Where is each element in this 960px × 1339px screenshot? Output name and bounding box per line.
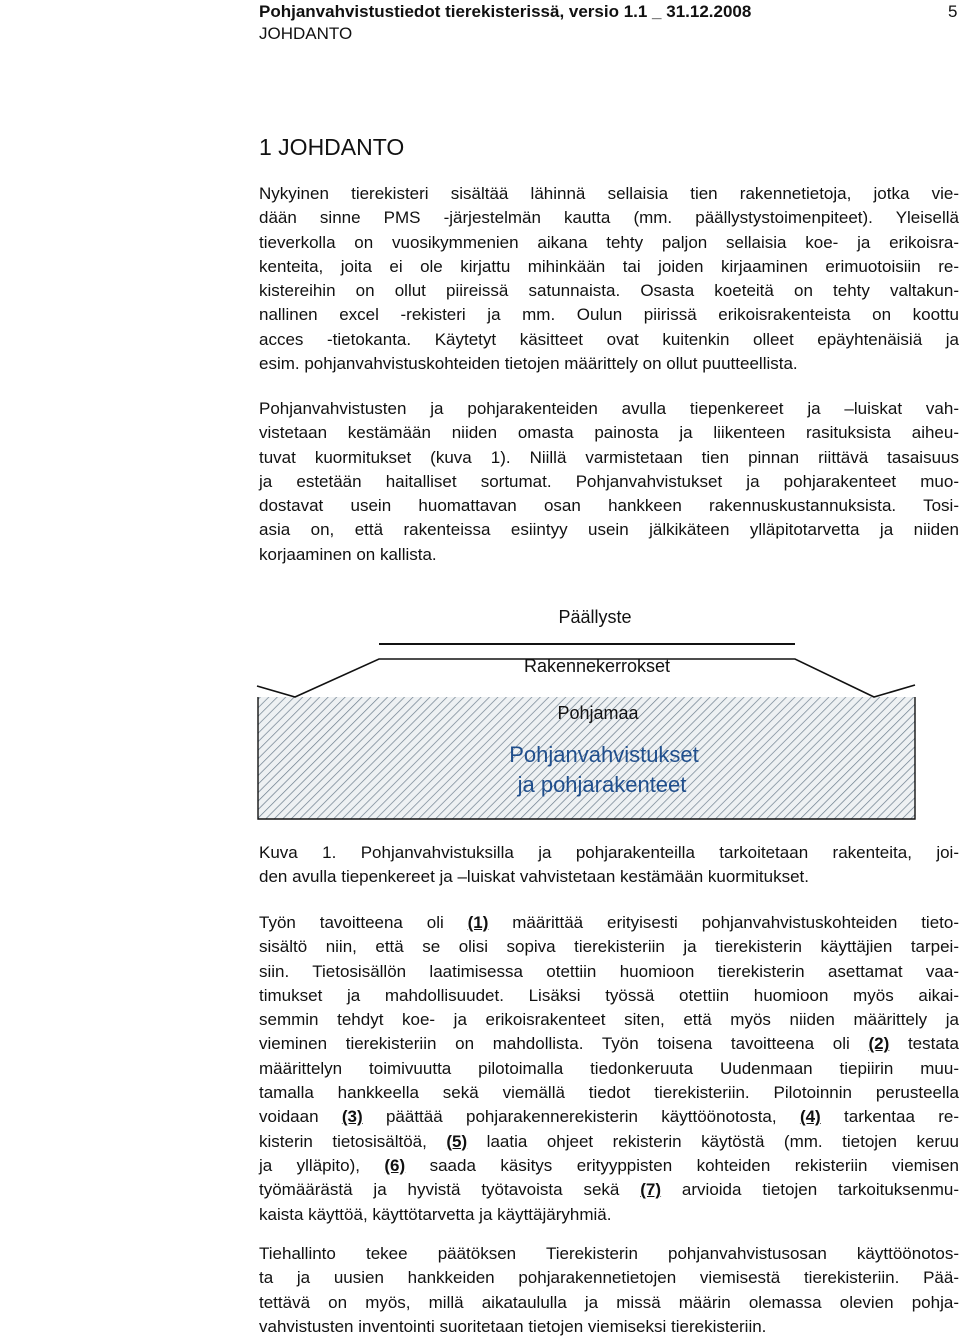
paragraph-decision: [259, 1242, 959, 1339]
text-line: Nykyinen tierekisteri sisältää lähinnä sellaisia tien rakennetietoja, jotka vie-: [259, 184, 959, 203]
text-line: ja estetään haitalliset sortumat. Pohjanvahvistukset ja pohjarakenteet muo-: [259, 471, 959, 491]
embankment-svg: [255, 600, 960, 830]
objective-marker: (5): [446, 1131, 468, 1151]
text-line: Tiehallinto tekee päätöksen Tierekisterin pohjanvahvistusosan käyttöönotos-: [259, 1244, 959, 1263]
objective-marker: (4): [799, 1107, 821, 1127]
text-fragment: työmäärästä ja hyvistä työtavoista sekä: [259, 1180, 641, 1200]
text-line: vahvistusten inventointi suoritetaan tietojen viemiseksi tierekisteriin.: [259, 1316, 767, 1336]
text-line: [259, 1154, 959, 1178]
text-line: [259, 984, 959, 1008]
objective-marker: (1): [467, 913, 489, 932]
text-fragment: päättää pohjarakennerekisterin käyttöönotosta,: [362, 1107, 800, 1127]
objective-marker: (3): [341, 1107, 363, 1127]
text-line: [259, 1081, 959, 1105]
text-line: vistetaan kestämään niiden omasta painosta ja liikenteen rasituksista aiheu-: [259, 423, 959, 443]
text-fragment: timukset ja mahdollisuudet. Lisäksi työssä otettiin huomioon myös aikai-: [259, 985, 959, 1005]
text-line: [259, 960, 959, 984]
paragraph-objectives: [259, 911, 959, 1227]
figure-embankment-diagram: [255, 600, 960, 830]
text-fragment: määrittelyn toimivuutta pilotoimalla tiedonkeruuta Uudenmaan tiepiirin muu-: [259, 1058, 959, 1078]
text-fragment: semmin tehdyt koe- ja erikoisrakenteet siten, että myös niiden määrittely ja: [259, 1010, 959, 1030]
text-line: [259, 1178, 959, 1202]
text-fragment: laatia ohjeet rekisterin käytöstä (mm. tietojen keruu: [467, 1131, 960, 1151]
running-header-title: Pohjanvahvistustiedot tierekisterissä, versio 1.1 _ 31.12.2008: [259, 2, 752, 21]
text-line: tuvat kuormitukset (kuva 1). Niillä varmistetaan tien pinnan riittävä tasaisuus: [259, 447, 959, 467]
text-line: tieverkolla on vuosikymmenien aikana tehty paljon sellaisia koe- ja erikoisra-: [259, 232, 959, 252]
text-fragment: ja ylläpito),: [259, 1155, 385, 1175]
text-line: Kuva 1. Pohjanvahvistuksilla ja pohjarakenteilla tarkoitetaan rakenteita, joi-: [259, 843, 959, 862]
label-surface: Päällyste: [558, 607, 632, 627]
text-line: [259, 1057, 959, 1081]
text-line: [259, 911, 959, 935]
text-fragment: siin. Tietosisällön laatimisessa otettiin huomioon tierekisterin asettamat vaa-: [259, 961, 959, 981]
text-fragment: tarkentaa re-: [820, 1107, 960, 1127]
text-line: [259, 1032, 959, 1056]
text-line: tettävä on myös, millä aikataululla ja missä määrin olemassa olevien pohja-: [259, 1292, 959, 1312]
text-fragment: kisterin tietosisältöä,: [259, 1131, 447, 1151]
text-fragment: määrittää erityisesti pohjanvahvistuskohteiden tieto-: [488, 913, 959, 932]
label-reinforcement-line2: ja pohjarakenteet: [517, 772, 687, 797]
text-line: esim. pohjanvahvistuskohteiden tietojen määrittely on ollut puutteellista.: [259, 354, 798, 374]
figure-caption: [259, 841, 959, 890]
text-line: [259, 1130, 959, 1154]
text-line: Pohjanvahvistusten ja pohjarakenteiden avulla tiepenkereet ja –luiskat vah-: [259, 399, 959, 418]
label-ground: Pohjamaa: [557, 703, 639, 723]
text-line: ta ja uusien hankkeiden pohjarakennetietojen viemisestä tierekisteriin. Pää-: [259, 1268, 959, 1288]
running-header-section: JOHDANTO: [259, 24, 353, 43]
label-layers: Rakennekerrokset: [523, 656, 671, 676]
text-line: acces -tietokanta. Käytetyt käsitteet ovat kuitenkin olleet epäyhtenäisiä ja: [259, 329, 959, 349]
text-line: asia on, että rakenteissa esiintyy usein jälkikäteen ylläpitotarvetta ja niiden: [259, 520, 959, 540]
text-fragment: tamalla hankkeella sekä viemällä tiedot tierekisteriin. Pilotoinnin perusteella: [259, 1083, 959, 1103]
text-line: [259, 1105, 959, 1129]
text-fragment: voidaan: [259, 1107, 342, 1127]
objective-marker: (7): [640, 1180, 662, 1200]
text-line: nallinen excel -rekisteri ja mm. Oulun piirissä erikoisrakenteista on koottu: [259, 305, 959, 325]
objective-marker: (6): [384, 1155, 406, 1175]
text-line: [259, 935, 959, 959]
text-line: dostavat usein huomattavan osan hankkeen rakennuskustannuksista. Tosi-: [259, 496, 959, 516]
text-fragment: testata: [889, 1034, 959, 1054]
text-fragment: kaista käyttöä, käyttötarvetta ja käyttäjäryhmiä.: [259, 1204, 612, 1224]
text-fragment: sisältö niin, että se olisi sopiva tierekisteriin ja tierekisterin käyttäjien tarpei-: [259, 937, 959, 957]
paragraph-foundation: [259, 397, 959, 567]
text-line: korjaaminen on kallista.: [259, 544, 437, 564]
text-line: [259, 1203, 959, 1227]
text-fragment: arvioida tietojen tarkoituksenmu-: [661, 1180, 959, 1200]
text-line: kenteita, joita ei ole kirjattu mihinkään tai joiden kirjaaminen erimuotoisiin re-: [259, 256, 959, 276]
page-number: 5: [948, 2, 958, 21]
text-line: dään sinne PMS -järjestelmän kautta (mm. päällystystoimenpiteet). Yleisellä: [259, 208, 959, 228]
objective-marker: (2): [868, 1034, 890, 1054]
label-reinforcement-line1: Pohjanvahvistukset: [509, 742, 699, 767]
section-heading: 1 JOHDANTO: [259, 134, 405, 160]
text-fragment: Työn tavoitteena oli: [259, 913, 468, 932]
text-line: [259, 1008, 959, 1032]
text-fragment: vieminen tierekisteriin on mahdollista. Työn toisena tavoitteena oli: [259, 1034, 869, 1054]
text-fragment: saada käsitys erityyppisten kohteiden rekisteriin viemisen: [405, 1155, 959, 1175]
paragraph-intro: [259, 182, 959, 376]
text-line: kistereihin on ollut piireissä satunnaista. Osasta koeteitä on tehty valtakun-: [259, 281, 959, 301]
text-line: den avulla tiepenkereet ja –luiskat vahvistetaan kestämään kuormitukset.: [259, 867, 809, 887]
